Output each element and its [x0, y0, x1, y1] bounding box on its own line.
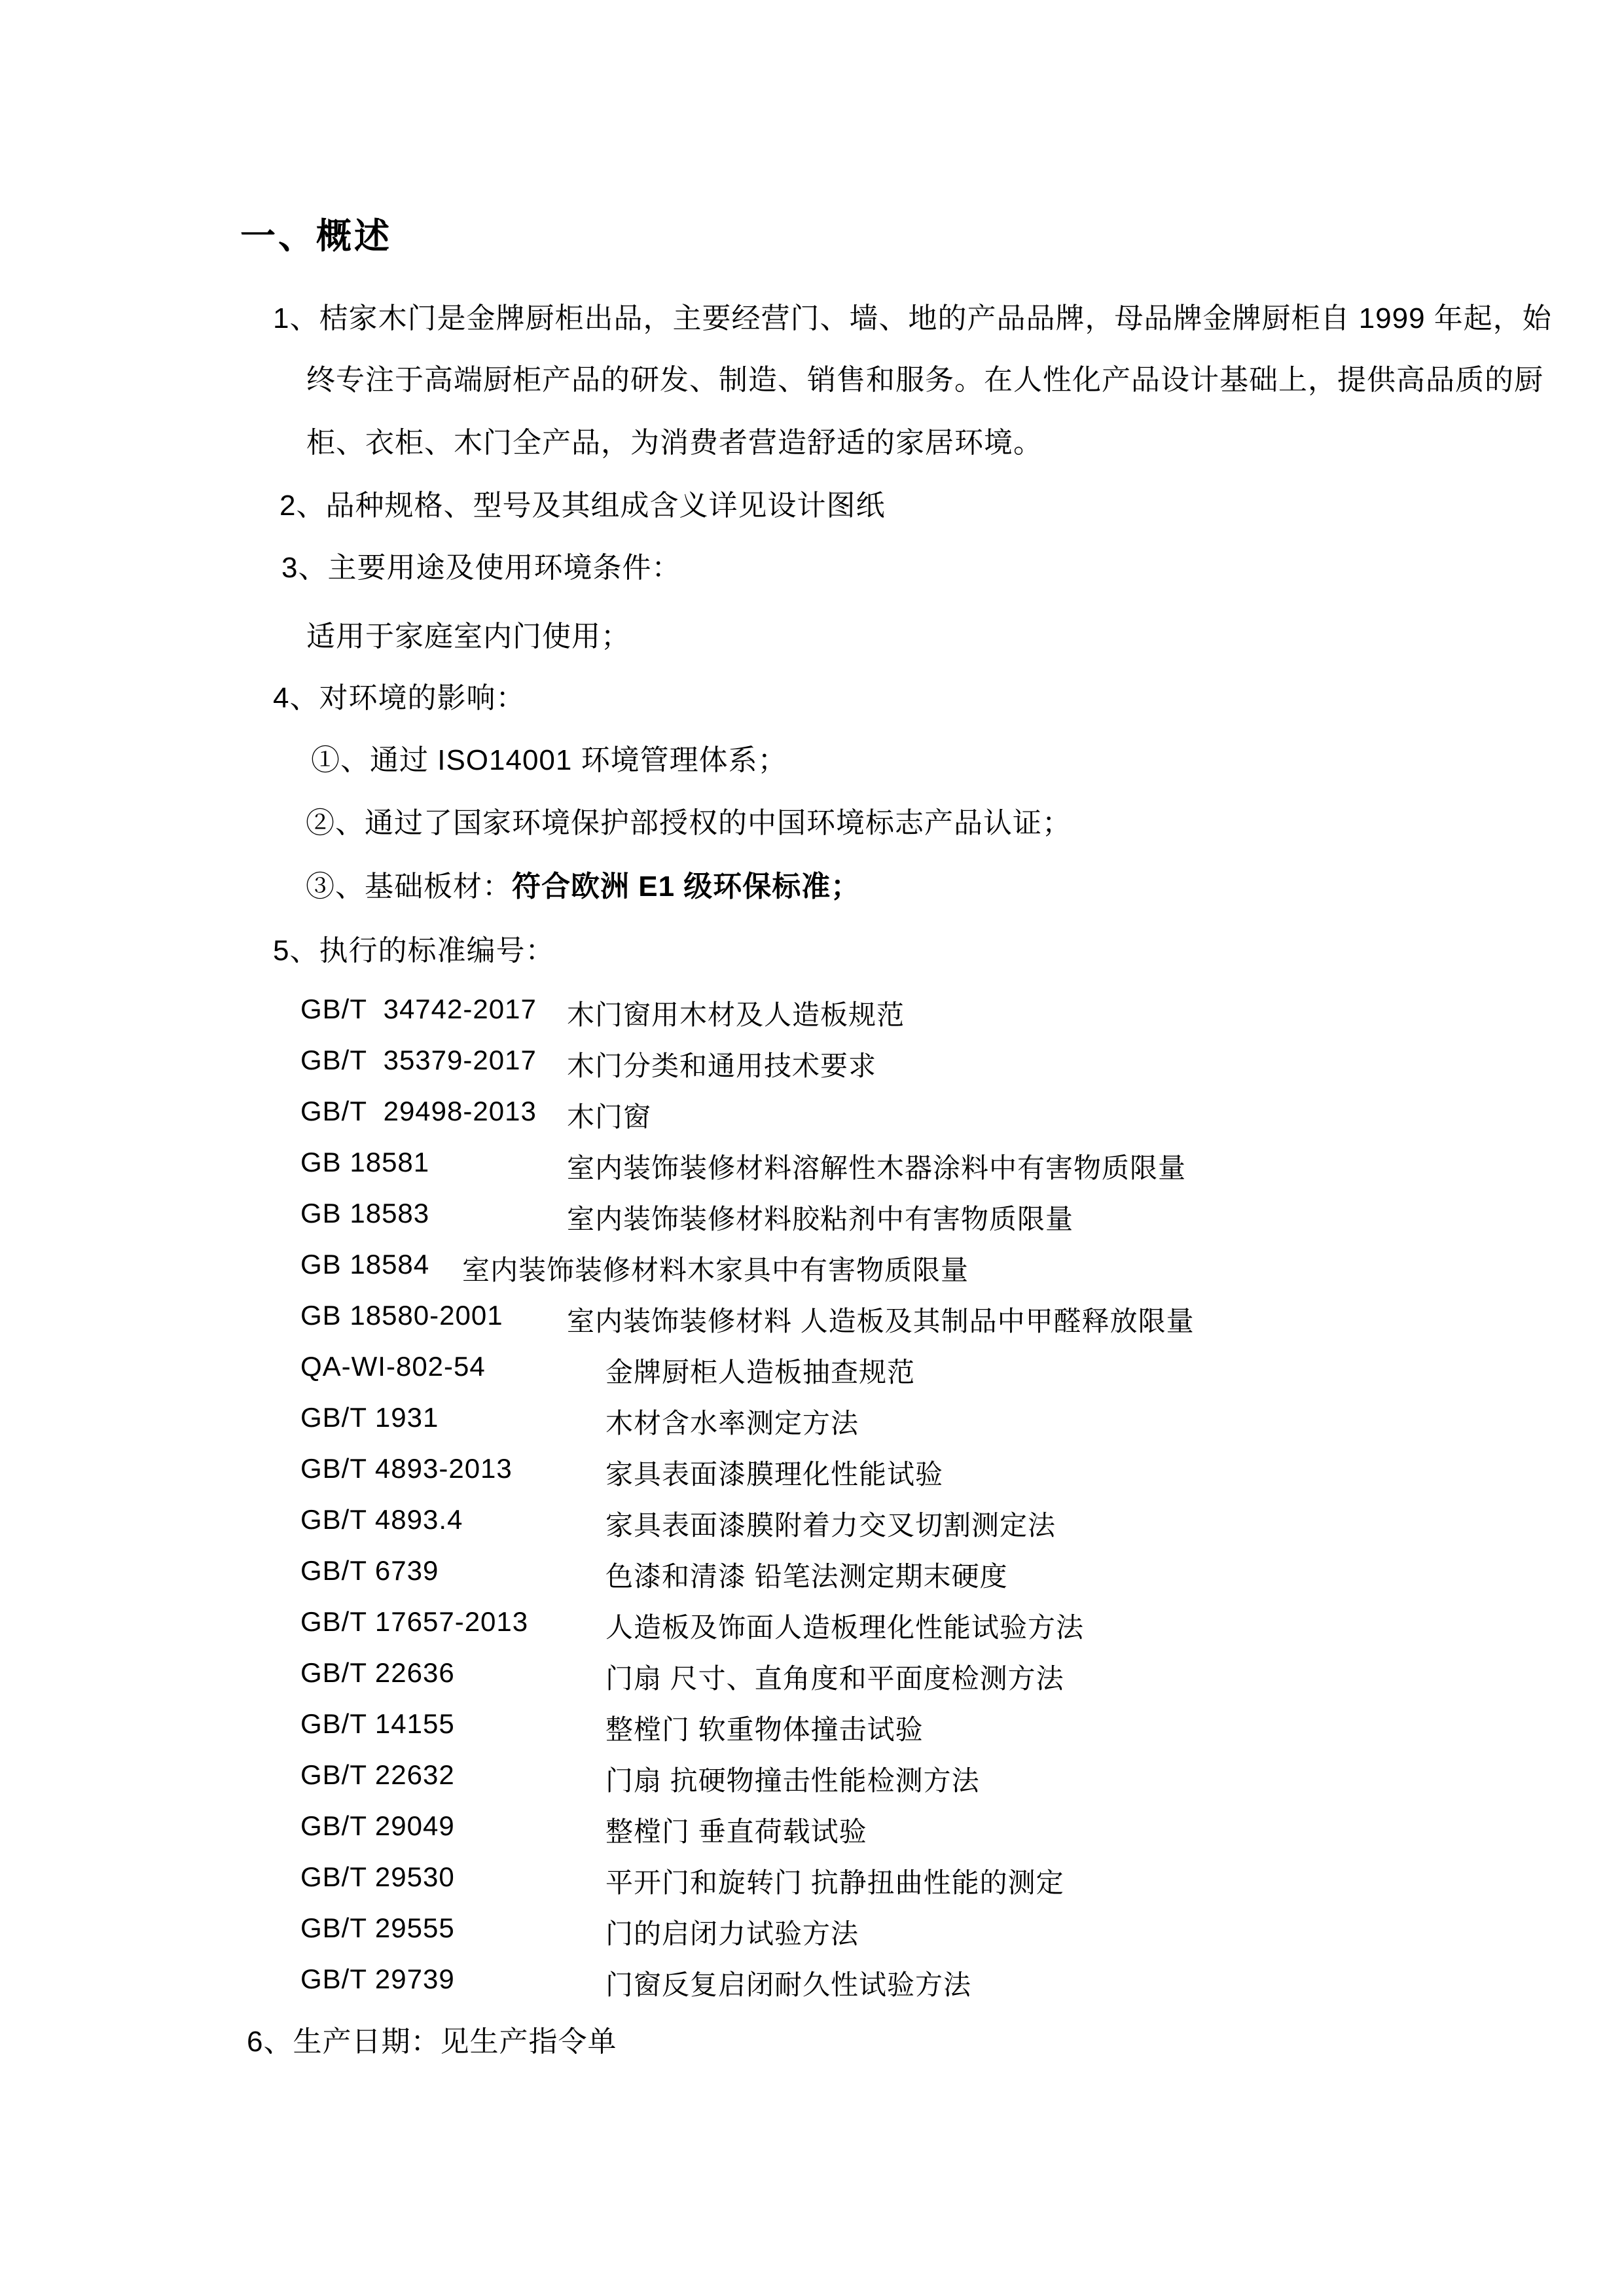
- standard-desc: 家具表面漆膜附着力交叉切割测定法: [605, 1510, 1056, 1541]
- standard-row: [0, 1708, 1624, 1759]
- standard-row: [0, 1402, 1624, 1453]
- standard-code: GB/T 4893.4: [300, 1504, 463, 1535]
- standard-row: [0, 1964, 1624, 2015]
- item-4-sub-3: [306, 870, 860, 904]
- standard-row: [0, 1453, 1624, 1504]
- standard-code: GB/T 29739: [300, 1964, 455, 1994]
- item-1-line-2: 终专注于高端厨柜产品的研发、制造、销售和服务。在人性化产品设计基础上，提供高品质的厨: [306, 364, 1543, 396]
- standard-row: [0, 1096, 1624, 1147]
- standards-list: [0, 994, 1624, 2015]
- standard-desc: 木材含水率测定方法: [605, 1408, 859, 1439]
- standard-code: GB/T 6739: [300, 1555, 439, 1586]
- standard-row: [0, 1657, 1624, 1708]
- standard-row: [0, 1810, 1624, 1861]
- standard-row: [0, 1759, 1624, 1810]
- standard-desc: 整樘门 软重物体撞击试验: [605, 1714, 924, 1745]
- standard-row: [0, 1555, 1624, 1606]
- standard-desc: 整樘门 垂直荷载试验: [605, 1816, 867, 1847]
- standard-row: [0, 1504, 1624, 1555]
- standard-code: QA-WI-802-54: [300, 1351, 486, 1382]
- standard-row: [0, 1861, 1624, 1912]
- standard-code: GB/T 29498-2013: [300, 1096, 537, 1126]
- standard-code: GB/T 1931: [300, 1402, 439, 1433]
- item-4-sub-1: ①、通过 ISO14001 环境管理体系；: [311, 744, 787, 776]
- standard-code: GB/T 29555: [300, 1912, 455, 1943]
- item-2: 2、品种规格、型号及其组成含义详见设计图纸: [280, 490, 886, 522]
- item-4-sub-2: ②、通过了国家环境保护部授权的中国环境标志产品认证；: [306, 807, 1072, 839]
- standard-code: GB/T 29049: [300, 1810, 455, 1841]
- standard-row: [0, 1606, 1624, 1657]
- standard-code: GB 18584: [300, 1249, 430, 1280]
- standard-desc: 色漆和清漆 铅笔法测定期末硬度: [605, 1561, 1008, 1592]
- standard-desc: 金牌厨柜人造板抽查规范: [605, 1357, 916, 1388]
- item-4-sub-3-label: ③、基础板材：: [306, 870, 512, 903]
- standard-desc: 室内装饰装修材料 人造板及其制品中甲醛释放限量: [567, 1306, 1195, 1336]
- standard-row: [0, 1147, 1624, 1198]
- standard-code: GB/T 14155: [300, 1708, 455, 1739]
- standard-row: [0, 994, 1624, 1045]
- standard-desc: 门的启闭力试验方法: [605, 1918, 859, 1949]
- standard-desc: 门扇 抗硬物撞击性能检测方法: [605, 1765, 980, 1796]
- item-1-line-3: 柜、衣柜、木门全产品，为消费者营造舒适的家居环境。: [306, 427, 1043, 459]
- standard-code: GB 18581: [300, 1147, 430, 1177]
- standard-row: [0, 1045, 1624, 1096]
- item-5: 5、执行的标准编号：: [273, 935, 555, 967]
- standard-code: GB/T 22636: [300, 1657, 455, 1688]
- standard-row: [0, 1300, 1624, 1351]
- standard-code: GB 18580-2001: [300, 1300, 503, 1331]
- item-6: 6、生产日期：见生产指令单: [247, 2026, 617, 2058]
- standard-row: [0, 1249, 1624, 1300]
- standard-desc: 室内装饰装修材料木家具中有害物质限量: [462, 1255, 969, 1285]
- standard-code: GB/T 4893-2013: [300, 1453, 513, 1484]
- standard-code: GB 18583: [300, 1198, 430, 1229]
- standard-code: GB/T 22632: [300, 1759, 455, 1790]
- section-title: 一、概述: [240, 217, 392, 256]
- standard-desc: 平开门和旋转门 抗静扭曲性能的测定: [605, 1867, 1064, 1898]
- standard-row: [0, 1912, 1624, 1964]
- standard-code: GB/T 29530: [300, 1861, 455, 1892]
- standard-desc: 木门窗: [567, 1102, 652, 1132]
- item-4: 4、对环境的影响：: [273, 682, 526, 714]
- item-4-sub-3-bold-text: 符合欧洲 E1 级环保标准；: [512, 870, 861, 903]
- standard-row: [0, 1351, 1624, 1402]
- item-3-detail: 适用于家庭室内门使用；: [306, 620, 630, 653]
- standard-desc: 室内装饰装修材料胶粘剂中有害物质限量: [567, 1204, 1074, 1234]
- standard-desc: 木门窗用木材及人造板规范: [567, 999, 905, 1030]
- standard-desc: 人造板及饰面人造板理化性能试验方法: [605, 1612, 1085, 1643]
- item-1-line-1: 1、桔家木门是金牌厨柜出品，主要经营门、墙、地的产品品牌，母品牌金牌厨柜自 1999 年起，始: [273, 302, 1552, 334]
- standard-desc: 门窗反复启闭耐久性试验方法: [605, 1969, 972, 2000]
- standard-desc: 门扇 尺寸、直角度和平面度检测方法: [605, 1663, 1064, 1694]
- item-3: 3、主要用途及使用环境条件：: [281, 552, 681, 584]
- standard-desc: 室内装饰装修材料溶解性木器涂料中有害物质限量: [567, 1153, 1187, 1183]
- standard-row: [0, 1198, 1624, 1249]
- standard-code: GB/T 17657-2013: [300, 1606, 529, 1637]
- standard-desc: 家具表面漆膜理化性能试验: [605, 1459, 944, 1490]
- standard-desc: 木门分类和通用技术要求: [567, 1050, 877, 1081]
- standard-code: GB/T 35379-2017: [300, 1045, 537, 1075]
- standard-code: GB/T 34742-2017: [300, 994, 537, 1024]
